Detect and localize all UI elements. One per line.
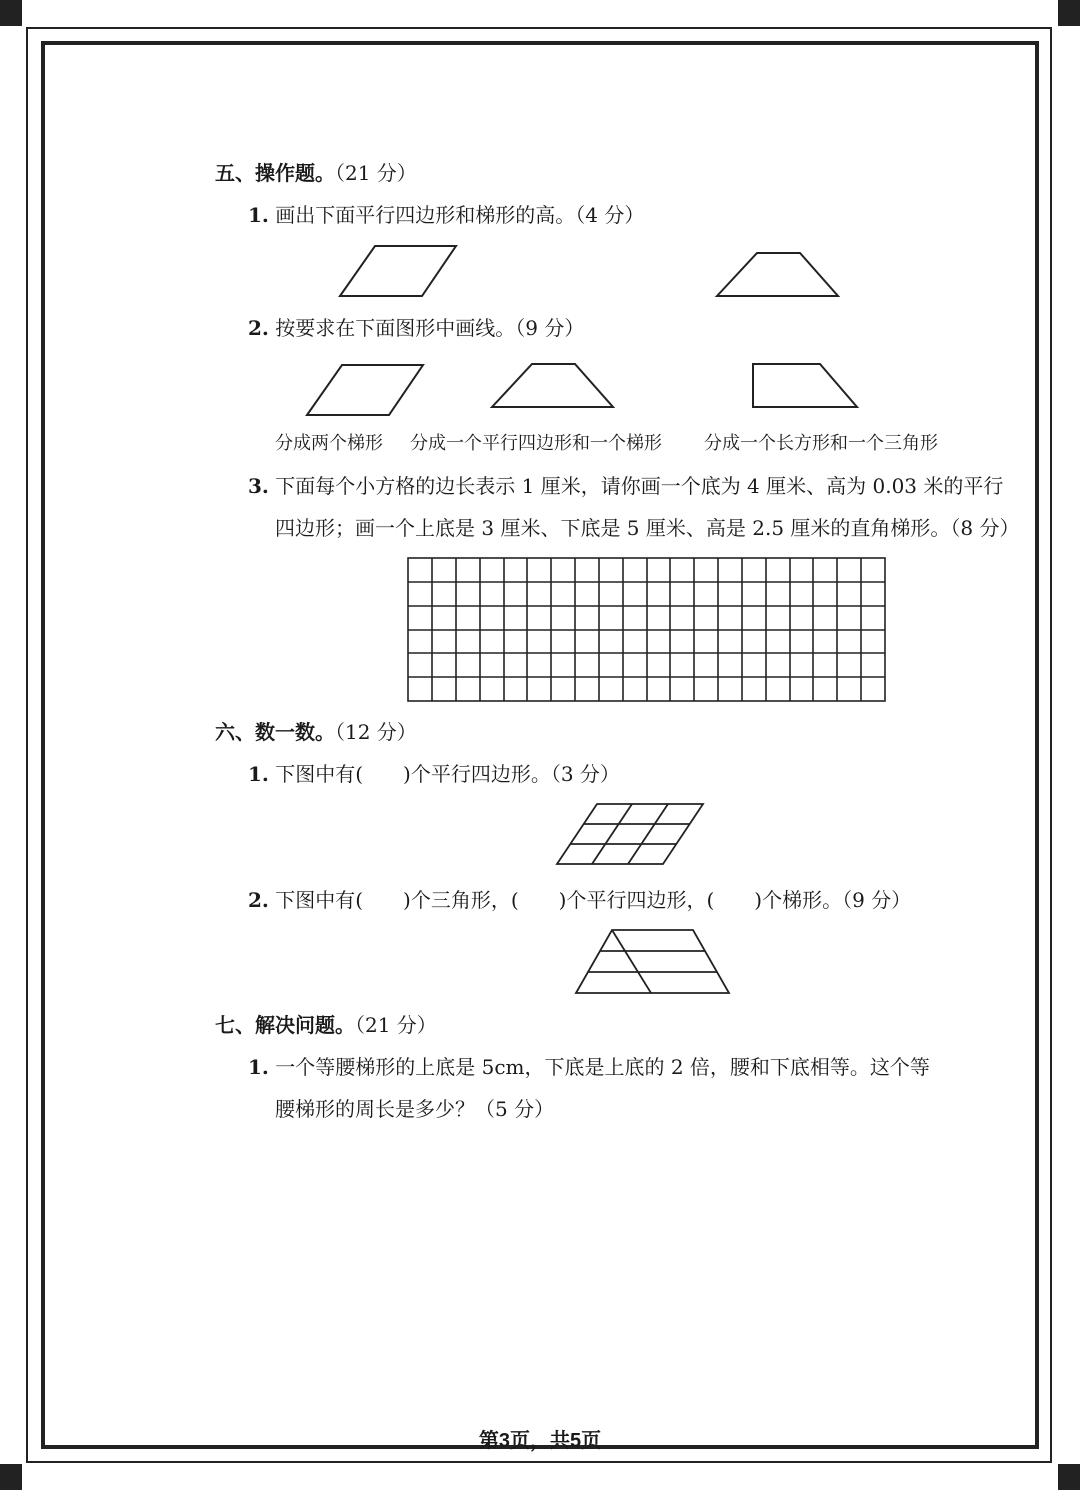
question-text: 画出下面平行四边形和梯形的高。（4 分） bbox=[275, 203, 645, 227]
section-6-heading bbox=[215, 720, 417, 744]
question-text: 下面每个小方格的边长表示 1 厘米，请你画一个底为 4 厘米、高为 0.03 米的平行 bbox=[275, 474, 1004, 498]
question-text: 按要求在下面图形中画线。（9 分） bbox=[275, 316, 585, 340]
shape-label: 分成两个梯形 bbox=[275, 433, 383, 454]
question-number: 3. bbox=[248, 474, 269, 498]
question-text: 下图中有( )个平行四边形。（3 分） bbox=[275, 762, 620, 786]
parallelogram-shape bbox=[340, 246, 456, 296]
parallelogram-grid-figure bbox=[557, 804, 703, 864]
question-6-2 bbox=[248, 888, 911, 912]
section-7-points: （21 分） bbox=[355, 1013, 437, 1037]
section-5-title: 五、操作题。 bbox=[215, 161, 335, 185]
question-number: 1. bbox=[248, 203, 269, 227]
trapezoid-composite-figure bbox=[576, 930, 729, 993]
question-5-3 bbox=[248, 474, 1003, 498]
page-number: 第3页，共5页 bbox=[478, 1430, 602, 1452]
shape-label: 分成一个长方形和一个三角形 bbox=[704, 433, 938, 454]
question-5-2 bbox=[248, 316, 584, 340]
section-7-heading bbox=[215, 1013, 437, 1037]
question-text: 一个等腰梯形的上底是 5cm，下底是上底的 2 倍，腰和下底相等。这个等 bbox=[275, 1055, 930, 1079]
question-number: 2. bbox=[248, 888, 269, 912]
question-7-1 bbox=[248, 1055, 930, 1079]
question-6-1 bbox=[248, 762, 620, 786]
question-text-continued: 四边形；画一个上底是 3 厘米、下底是 5 厘米、高是 2.5 厘米的直角梯形。（8 分） bbox=[275, 516, 1020, 540]
right-trapezoid-shape bbox=[753, 364, 857, 407]
section-6-points: （12 分） bbox=[335, 720, 417, 744]
section-7-title: 七、解决问题。 bbox=[215, 1013, 355, 1037]
question-text-continued: 腰梯形的周长是多少？（5 分） bbox=[275, 1097, 555, 1121]
question-number: 1. bbox=[248, 762, 269, 786]
question-number: 1. bbox=[248, 1055, 269, 1079]
section-5-points: （21 分） bbox=[335, 161, 417, 185]
shape-label: 分成一个平行四边形和一个梯形 bbox=[410, 433, 662, 454]
parallelogram-shape bbox=[307, 365, 423, 415]
question-number: 2. bbox=[248, 316, 269, 340]
trapezoid-shape bbox=[717, 253, 838, 296]
square-grid bbox=[408, 558, 885, 701]
question-text: 下图中有( )个三角形，( )个平行四边形，( )个梯形。（9 分） bbox=[275, 888, 912, 912]
trapezoid-shape bbox=[492, 364, 613, 407]
section-6-title: 六、数一数。 bbox=[215, 720, 335, 744]
